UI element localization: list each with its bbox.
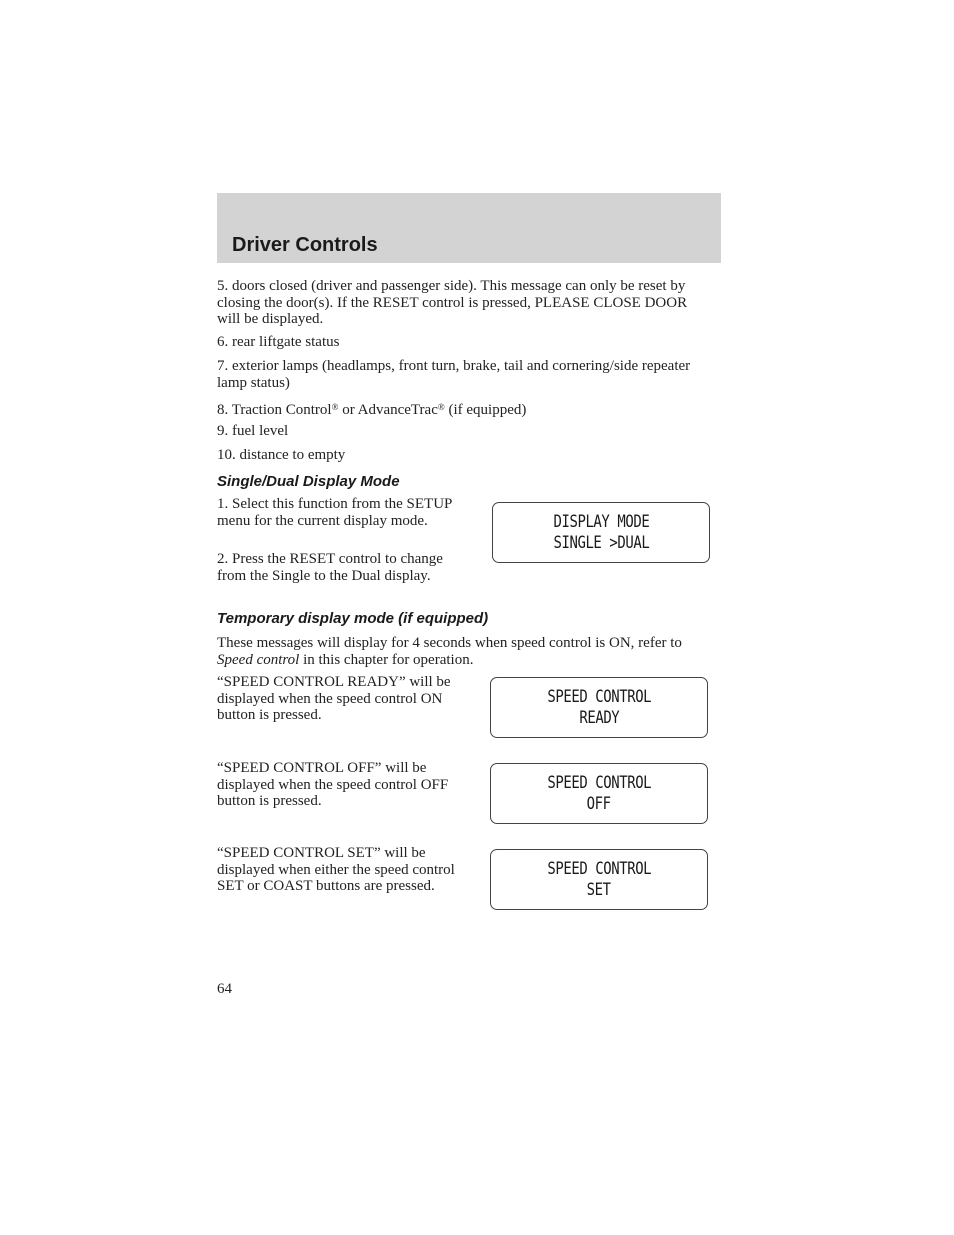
registered-mark: ® — [437, 402, 445, 412]
temporary-display-heading: Temporary display mode (if equipped) — [217, 610, 489, 627]
display-line-1: SPEED CONTROL — [547, 772, 651, 793]
list-item-exterior-lamps: 7. exterior lamps (headlamps, front turn, brake, tail and cornering/side repeater lamp status) — [217, 358, 691, 391]
traction-suffix: (if equipped) — [444, 402, 527, 418]
traction-prefix: 8. Traction Control — [217, 402, 332, 418]
intro-text-after: in this chapter for operation. — [299, 651, 474, 668]
speed-control-off-screen — [490, 763, 708, 824]
section-title: Driver Controls — [232, 234, 378, 256]
section-header-band — [217, 193, 721, 263]
intro-text-before: These messages will display for 4 seconds when speed control is ON, refer to — [217, 635, 682, 651]
traction-middle: or AdvanceTrac — [338, 402, 438, 418]
list-item-doors: 5. doors closed (driver and passenger side). This message can only be reset by closing the door(s). If the RESET control is pressed, PLEASE CLOSE DOOR will be displayed. — [217, 278, 688, 327]
speed-control-set-screen — [490, 849, 708, 910]
display-mode-screen — [492, 502, 710, 563]
list-item-distance-to-empty: 10. distance to empty — [217, 447, 346, 463]
display-line-2: SINGLE >DUAL — [553, 532, 649, 553]
display-line-1: SPEED CONTROL — [547, 858, 651, 879]
single-dual-heading: Single/Dual Display Mode — [217, 473, 400, 490]
single-dual-step-1: 1. Select this function from the SETUP menu for the current display mode. — [217, 496, 452, 529]
display-line-2: OFF — [587, 793, 611, 814]
temporary-intro — [217, 635, 707, 668]
registered-mark: ® — [331, 402, 339, 412]
page-number: 64 — [217, 981, 232, 997]
speed-control-reference: Speed control — [217, 651, 300, 668]
single-dual-step-2: 2. Press the RESET control to change from the Single to the Dual display. — [217, 551, 443, 584]
list-item-liftgate: 6. rear liftgate status — [217, 334, 340, 350]
display-line-1: DISPLAY MODE — [553, 511, 649, 532]
speed-control-set-text: “SPEED CONTROL SET” will be displayed when either the speed control SET or COAST buttons are pressed. — [217, 845, 455, 894]
display-line-2: READY — [579, 707, 619, 728]
speed-control-off-text: “SPEED CONTROL OFF” will be displayed when the speed control OFF button is pressed. — [217, 760, 449, 809]
speed-control-ready-text: “SPEED CONTROL READY” will be displayed when the speed control ON button is pressed. — [217, 674, 451, 723]
speed-control-ready-screen — [490, 677, 708, 738]
display-line-1: SPEED CONTROL — [547, 686, 651, 707]
list-item-fuel-level: 9. fuel level — [217, 423, 289, 439]
list-item-traction-control — [217, 399, 707, 419]
display-line-2: SET — [587, 879, 611, 900]
